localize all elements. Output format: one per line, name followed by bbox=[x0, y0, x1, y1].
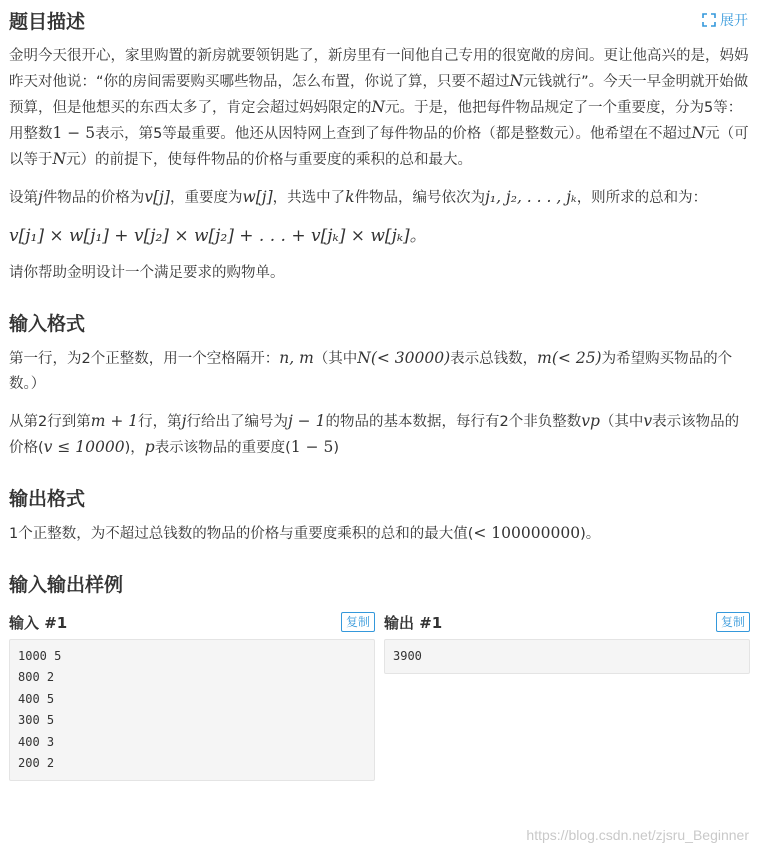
description-heading: 题目描述 bbox=[9, 10, 86, 33]
output-format-paragraph: 1个正整数，为不超过总钱数的物品的价格与重要度乘积的总和的最大值(< 100000000)。 bbox=[9, 524, 601, 542]
description-paragraph-1: 金明今天很开心，家里购置的新房就要领钥匙了，新房里有一间他自己专用的很宽敞的房间。更让他高兴的是，妈妈昨天对他说：“你的房间需要购买哪些物品，怎么布置，你说了算，只要不超过N元钱就行”。今天一早金明就开始做预算，但是他想买的东西太多了，肯定会超过妈妈限定的N元。于是，他把每件物品规定了一个重要度，分为5等：用整数1 − 5表示，第5等最重要。他还从因特网上查到了每件物品的价格（都是整数元）。他希望在不超过N元（可以等于N元）的前提下，使每件物品的价格与重要度的乘积的总和最大。 bbox=[9, 48, 749, 168]
sample-input-code[interactable]: 1000 5 800 2 400 5 300 5 400 3 200 2 bbox=[9, 639, 375, 781]
input-format-paragraph-2: 从第2行到第m + 1行，第j行给出了编号为j − 1的物品的基本数据，每行有2个非负整数vp（其中v表示该物品的价格(v ≤ 10000)，p表示该物品的重要度(1 − 5) bbox=[9, 412, 740, 456]
description-header bbox=[9, 6, 750, 34]
sample-input bbox=[9, 611, 375, 781]
input-format-heading: 输入格式 bbox=[9, 312, 86, 335]
samples-container bbox=[9, 611, 750, 781]
samples-heading: 输入输出样例 bbox=[9, 573, 124, 596]
expand-label: 展开 bbox=[720, 13, 748, 29]
output-format-header bbox=[9, 483, 750, 511]
sample-input-header bbox=[9, 611, 375, 633]
sample-output-title: 输出 #1 bbox=[384, 613, 443, 632]
sample-output bbox=[384, 611, 750, 781]
copy-input-button[interactable]: 复制 bbox=[341, 612, 375, 632]
sample-output-header bbox=[384, 611, 750, 633]
sample-input-title: 输入 #1 bbox=[9, 613, 68, 632]
samples-header bbox=[9, 569, 750, 597]
expand-button[interactable] bbox=[702, 10, 748, 30]
description-paragraph-3: 请你帮助金明设计一个满足要求的购物单。 bbox=[9, 265, 285, 281]
output-format-heading: 输出格式 bbox=[9, 487, 86, 510]
description-paragraph-2: 设第j件物品的价格为v[j]，重要度为w[j]，共选中了k件物品，编号依次为j₁, j₂, . . . , jₖ，则所求的总和为： bbox=[9, 188, 708, 206]
watermark: https://blog.csdn.net/zjsru_Beginner bbox=[526, 827, 749, 843]
input-format-paragraph-1: 第一行，为2个正整数，用一个空格隔开：n, m（其中N(< 30000)表示总钱数，m(< 25)为希望购买物品的个数。） bbox=[9, 349, 733, 392]
input-format-header bbox=[9, 308, 750, 336]
description-formula: v[j₁] × w[j₁] + v[j₂] × w[j₂] + . . . + v[jₖ] × w[jₖ]。 bbox=[9, 226, 427, 246]
copy-output-button[interactable]: 复制 bbox=[716, 612, 750, 632]
sample-output-code[interactable]: 3900 bbox=[384, 639, 750, 674]
expand-icon bbox=[702, 13, 716, 27]
